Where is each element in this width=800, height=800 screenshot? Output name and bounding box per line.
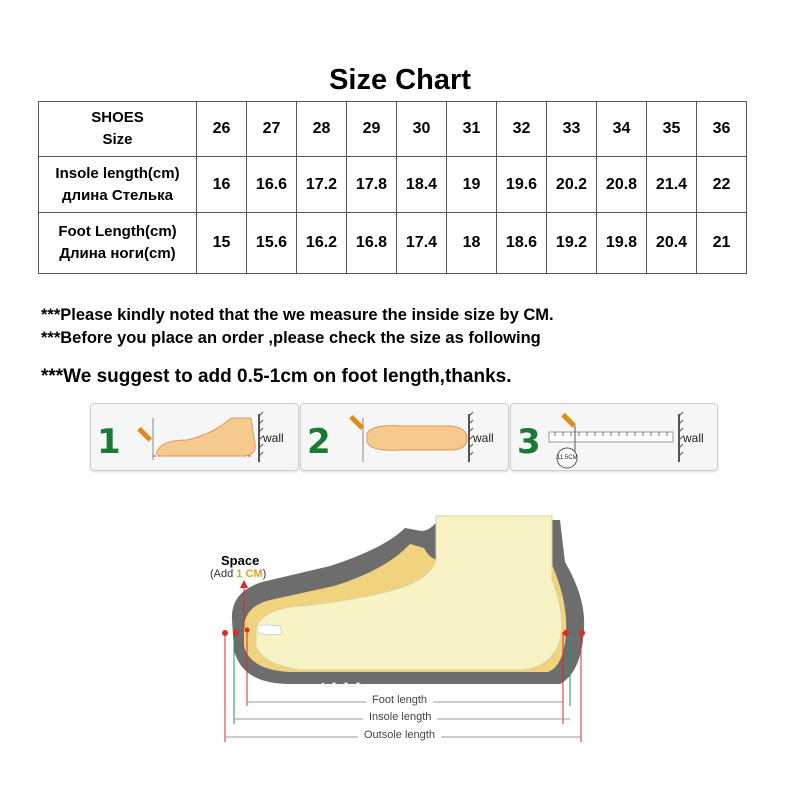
step-number: 3 [517,422,541,462]
foot-cell: 16.8 [347,213,397,274]
wall-label: wall [683,431,704,445]
size-cell: 36 [697,102,747,157]
note-measure: ***Please kindly noted that the we measure the inside size by CM. [41,306,554,324]
add-note [210,568,266,580]
space-label: Space [221,553,260,568]
row-header-line: Длина ноги(cm) [59,245,176,262]
foot-cell: 15 [197,213,247,274]
foot-cell: 18.6 [497,213,547,274]
insole-cell: 20.2 [547,157,597,213]
size-cell: 26 [197,102,247,157]
add-suffix: ) [262,568,267,580]
row-header-line: Foot Length(cm) [58,223,177,240]
size-cell: 33 [547,102,597,157]
foot-cell: 17.4 [397,213,447,274]
insole-cell: 18.4 [397,157,447,213]
add-prefix: (Add [210,568,237,580]
note-suggest: ***We suggest to add 0.5-1cm on foot length,thanks. [41,366,512,387]
row-header-line: SHOES [91,109,144,126]
size-cell: 31 [447,102,497,157]
foot-cell: 19.2 [547,213,597,274]
insole-cell: 16.6 [247,157,297,213]
row-header-line: длина Стелька [62,186,173,204]
row-header-line: Insole length(cm) [55,164,180,182]
foot-length-label: Foot length [366,694,433,706]
outsole-length-label: Outsole length [358,729,441,741]
size-cell: 27 [247,102,297,157]
size-cell: 32 [497,102,547,157]
foot-cell: 18 [447,213,497,274]
insole-cell: 19 [447,157,497,213]
foot-cell: 21 [697,213,747,274]
add-value: 1 CM [236,568,263,580]
insole-cell: 22 [697,157,747,213]
wall-label: wall [263,431,284,445]
insole-cell: 16 [197,157,247,213]
note-check: ***Before you place an order ,please check the size as following [41,329,541,347]
insole-cell: 20.8 [597,157,647,213]
page-title: Size Chart [329,64,471,96]
insole-cell: 21.4 [647,157,697,213]
foot-cell: 15.6 [247,213,297,274]
ruler-reading: 11.5CM [557,455,578,461]
size-cell: 28 [297,102,347,157]
row-header-line: Size [102,131,133,148]
foot-cell: 19.8 [597,213,647,274]
size-cell: 30 [397,102,447,157]
foot-cell: 20.4 [647,213,697,274]
insole-cell: 17.2 [297,157,347,213]
insole-length-label: Insole length [363,711,437,723]
insole-cell: 19.6 [497,157,547,213]
step-number: 1 [97,422,121,462]
size-cell: 35 [647,102,697,157]
size-cell: 29 [347,102,397,157]
insole-cell: 17.8 [347,157,397,213]
step-number: 2 [307,422,331,462]
size-cell: 34 [597,102,647,157]
wall-label: wall [473,431,494,445]
foot-cell: 16.2 [297,213,347,274]
